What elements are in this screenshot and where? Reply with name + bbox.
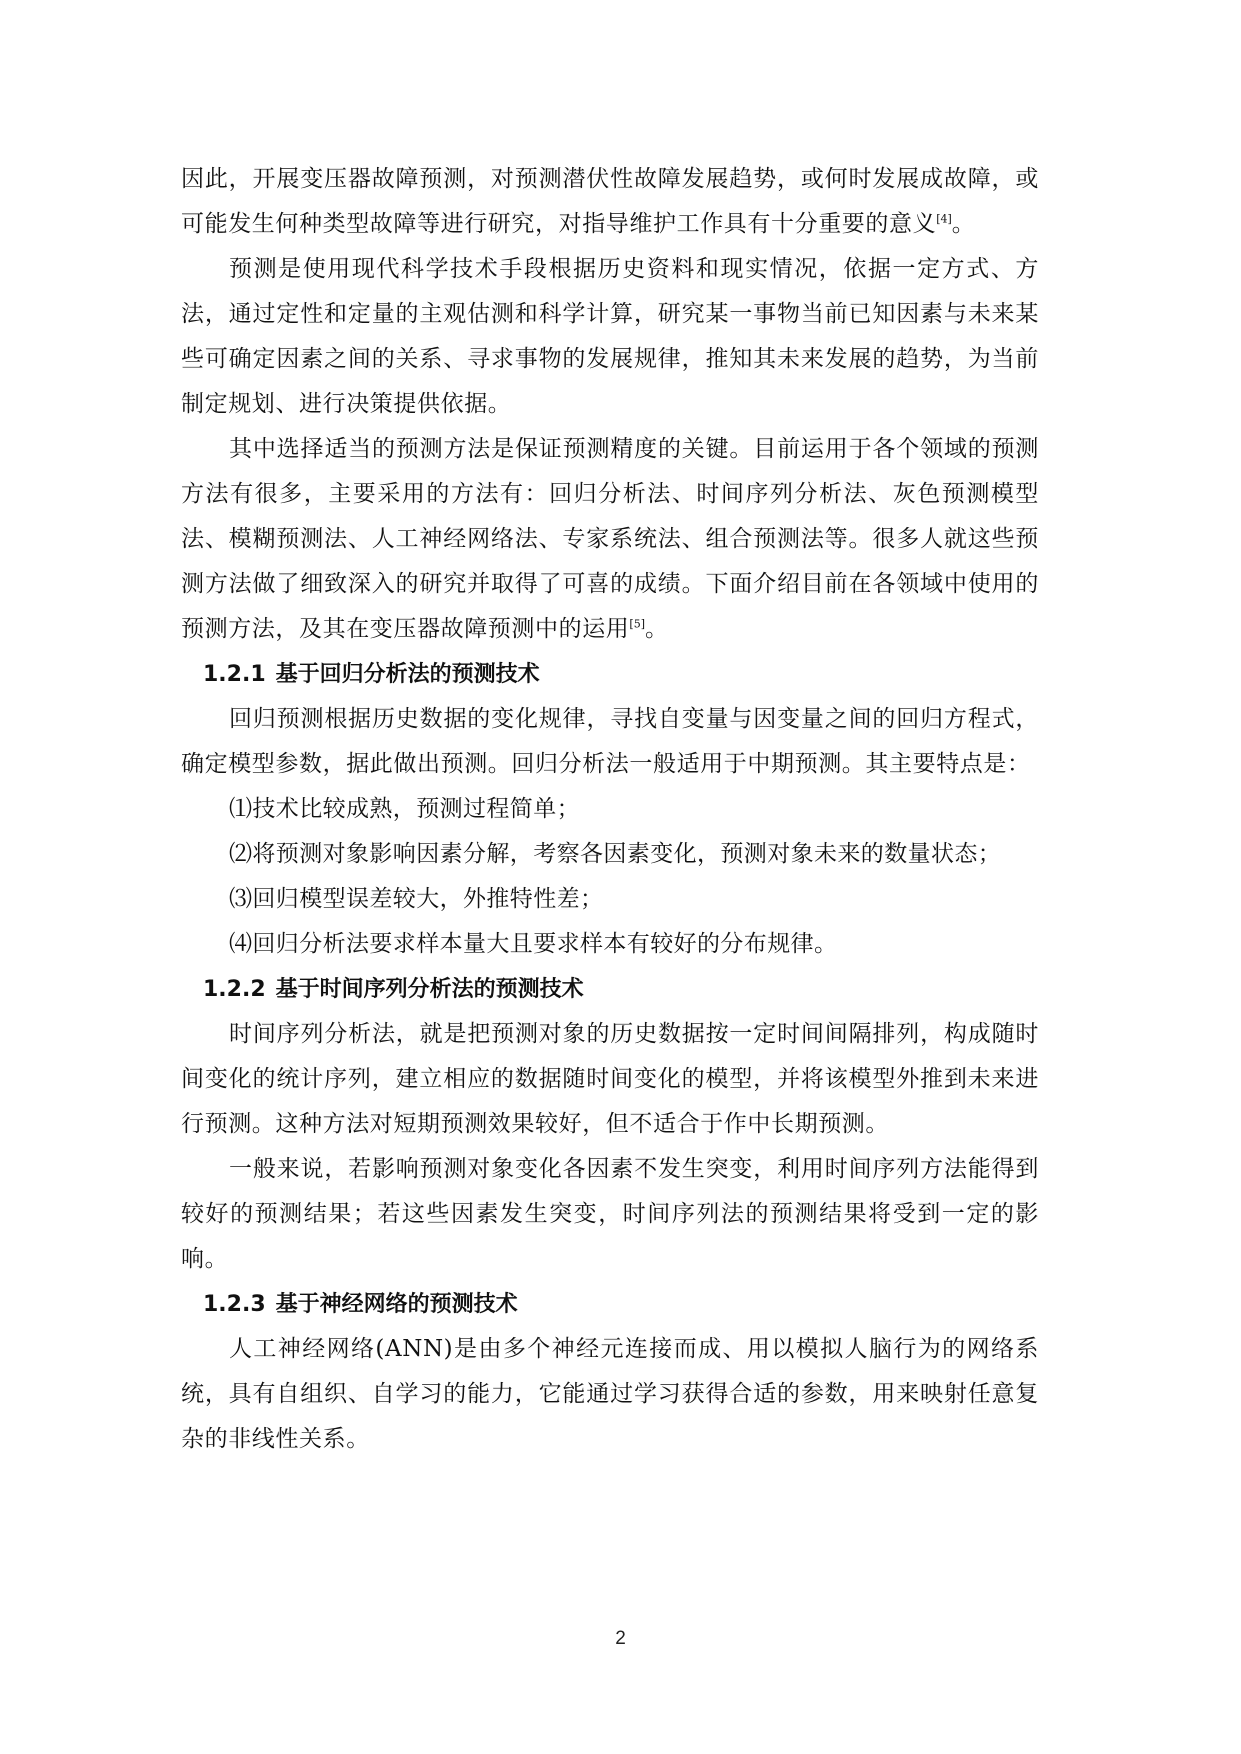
paragraph-regression-intro: 回归预测根据历史数据的变化规律，寻找自变量与因变量之间的回归方程式，确定模型参数，据此做出预测。回归分析法一般适用于中期预测。其主要特点是： [181, 706, 1039, 777]
paragraph-prediction-methods [181, 427, 1039, 652]
section-title: 基于神经网络的预测技术 [275, 1292, 518, 1317]
paragraph-end: 。 [951, 211, 976, 237]
section-heading-neural-network [181, 1282, 1039, 1327]
paragraph-time-series-condition: 一般来说，若影响预测对象变化各因素不发生突变，利用时间序列方法能得到较好的预测结果；若这些因素发生突变，时间序列法的预测结果将受到一定的影响。 [181, 1156, 1039, 1272]
section-heading-regression [181, 652, 1039, 697]
paragraph-text: 其中选择适当的预测方法是保证预测精度的关键。目前运用于各个领域的预测方法有很多，主要采用的方法有：回归分析法、时间序列分析法、灰色预测模型法、模糊预测法、人工神经网络法、专家系统法、组合预测法等。很多人就这些预测方法做了细致深入的研究并取得了可喜的成绩。下面介绍目前在各领域中使用的预测方法，及其在变压器故障预测中的运用 [181, 436, 1039, 642]
page-number: 2 [615, 1628, 626, 1649]
list-item: ⑷回归分析法要求样本量大且要求样本有较好的分布规律。 [229, 931, 838, 957]
list-item: ⑵将预测对象影响因素分解，考察各因素变化，预测对象未来的数量状态； [229, 841, 1002, 867]
paragraph-significance [181, 157, 1039, 247]
section-number: 1.2.1 [203, 662, 266, 687]
paragraph-prediction-definition: 预测是使用现代科学技术手段根据历史资料和现实情况，依据一定方式、方法，通过定性和定量的主观估测和科学计算，研究某一事物当前已知因素与未来某些可确定因素之间的关系、寻求事物的发展规律，推知其未来发展的趋势，为当前制定规划、进行决策提供依据。 [181, 256, 1039, 417]
paragraph-end: 。 [645, 616, 669, 642]
paragraph-time-series-method: 时间序列分析法，就是把预测对象的历史数据按一定时间间隔排列，构成随时间变化的统计序列，建立相应的数据随时间变化的模型，并将该模型外推到未来进行预测。这种方法对短期预测效果较好，但不适合于作中长期预测。 [181, 1021, 1039, 1137]
section-heading-time-series [181, 967, 1039, 1012]
paragraph-neural-network: 人工神经网络(ANN)是由多个神经元连接而成、用以模拟人脑行为的网络系统，具有自组织、自学习的能力，它能通过学习获得合适的参数，用来映射任意复杂的非线性关系。 [181, 1336, 1039, 1452]
section-title: 基于回归分析法的预测技术 [275, 662, 540, 687]
citation-ref: [5] [629, 617, 645, 631]
list-item: ⑶回归模型误差较大，外推特性差； [229, 886, 604, 912]
page-content [181, 157, 1039, 1462]
list-item: ⑴技术比较成熟，预测过程简单； [229, 796, 580, 822]
section-number: 1.2.3 [203, 1292, 266, 1317]
section-number: 1.2.2 [203, 977, 266, 1002]
section-title: 基于时间序列分析法的预测技术 [275, 977, 584, 1002]
citation-ref: [4] [936, 212, 952, 226]
paragraph-text: 因此，开展变压器故障预测，对预测潜伏性故障发展趋势，或何时发展成故障，或可能发生何种类型故障等进行研究，对指导维护工作具有十分重要的意义 [181, 166, 1039, 237]
